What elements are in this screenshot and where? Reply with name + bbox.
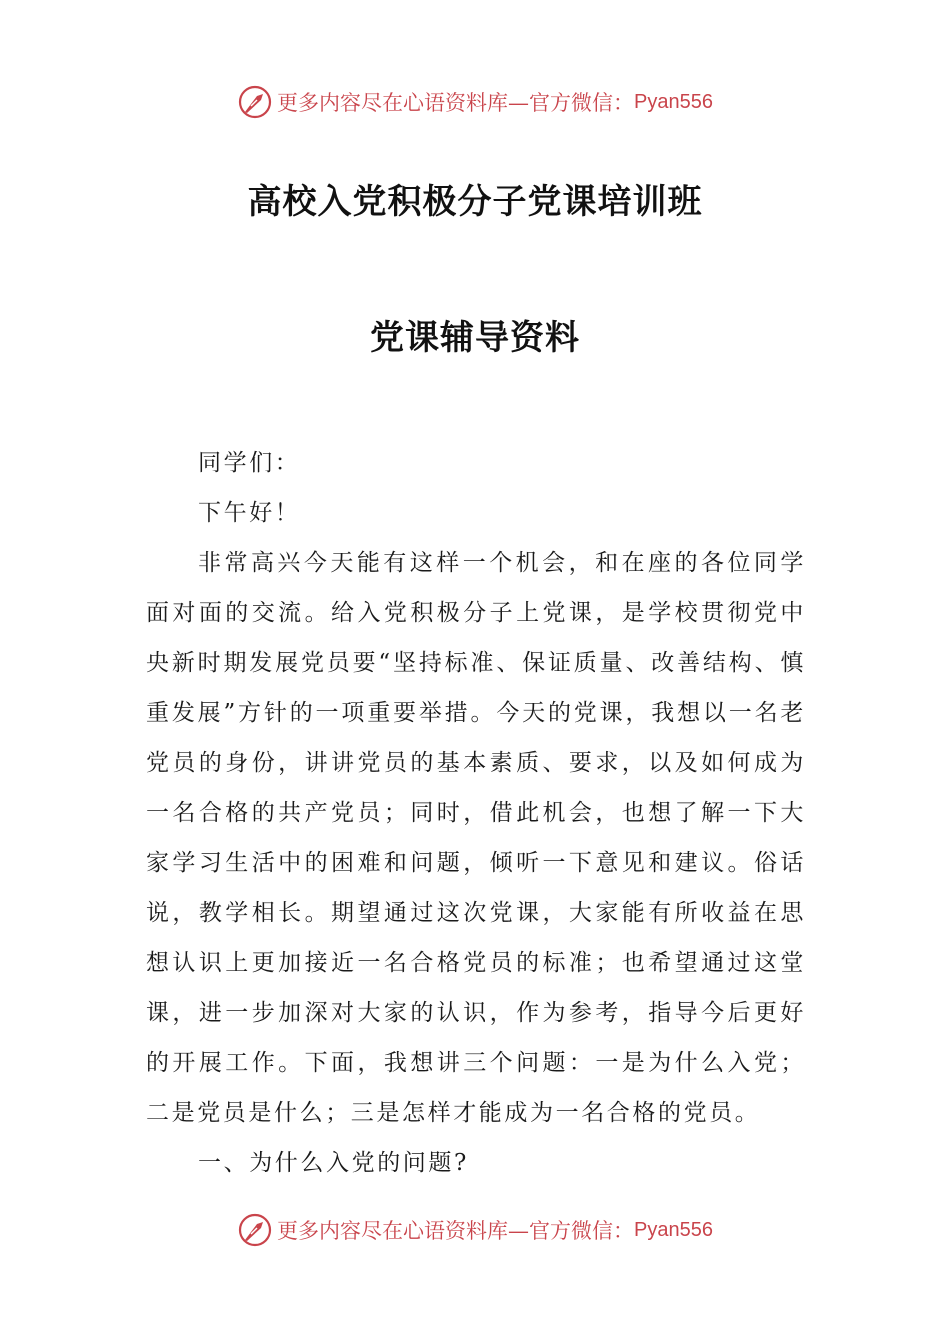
pen-nib-logo-icon	[237, 1212, 273, 1248]
document-body	[146, 438, 806, 1188]
watermark-wechat-id: Pyan556	[634, 1218, 713, 1241]
watermark-wechat-id: Pyan556	[634, 90, 713, 113]
intro-paragraph: 非常高兴今天能有这样一个机会，和在座的各位同学面对面的交流。给入党积极分子上党课，是学校贯彻党中央新时期发展党员要“坚持标准、保证质量、改善结构、慎重发展”方针的一项重要举措。今天的党课，我想以一名老党员的身份，讲讲党员的基本素质、要求，以及如何成为一名合格的共产党员；同时，借此机会，也想了解一下大家学习生活中的困难和问题，倾听一下意见和建议。俗话说，教学相长。期望通过这次党课，大家能有所收益在思想认识上更加接近一名合格党员的标准；也希望通过这堂课，进一步加深对大家的认识，作为参考，指导今后更好的开展工作。下面，我想讲三个问题：一是为什么入党；二是党员是什么；三是怎样才能成为一名合格的党员。	[146, 550, 806, 1126]
watermark-text: 更多内容尽在心语资料库—官方微信：	[277, 1219, 635, 1243]
document-title: 高校入党积极分子党课培训班	[247, 182, 703, 222]
header-watermark	[0, 82, 950, 122]
salutation-paragraph: 下午好！	[198, 500, 301, 526]
watermark-text: 更多内容尽在心语资料库—官方微信：	[277, 91, 635, 115]
document-subtitle: 党课辅导资料	[370, 318, 580, 358]
footer-watermark	[0, 1210, 950, 1250]
greeting-paragraph: 同学们：	[198, 450, 301, 476]
section-heading: 一、为什么入党的问题?	[198, 1150, 469, 1176]
pen-nib-logo-icon	[237, 84, 273, 120]
